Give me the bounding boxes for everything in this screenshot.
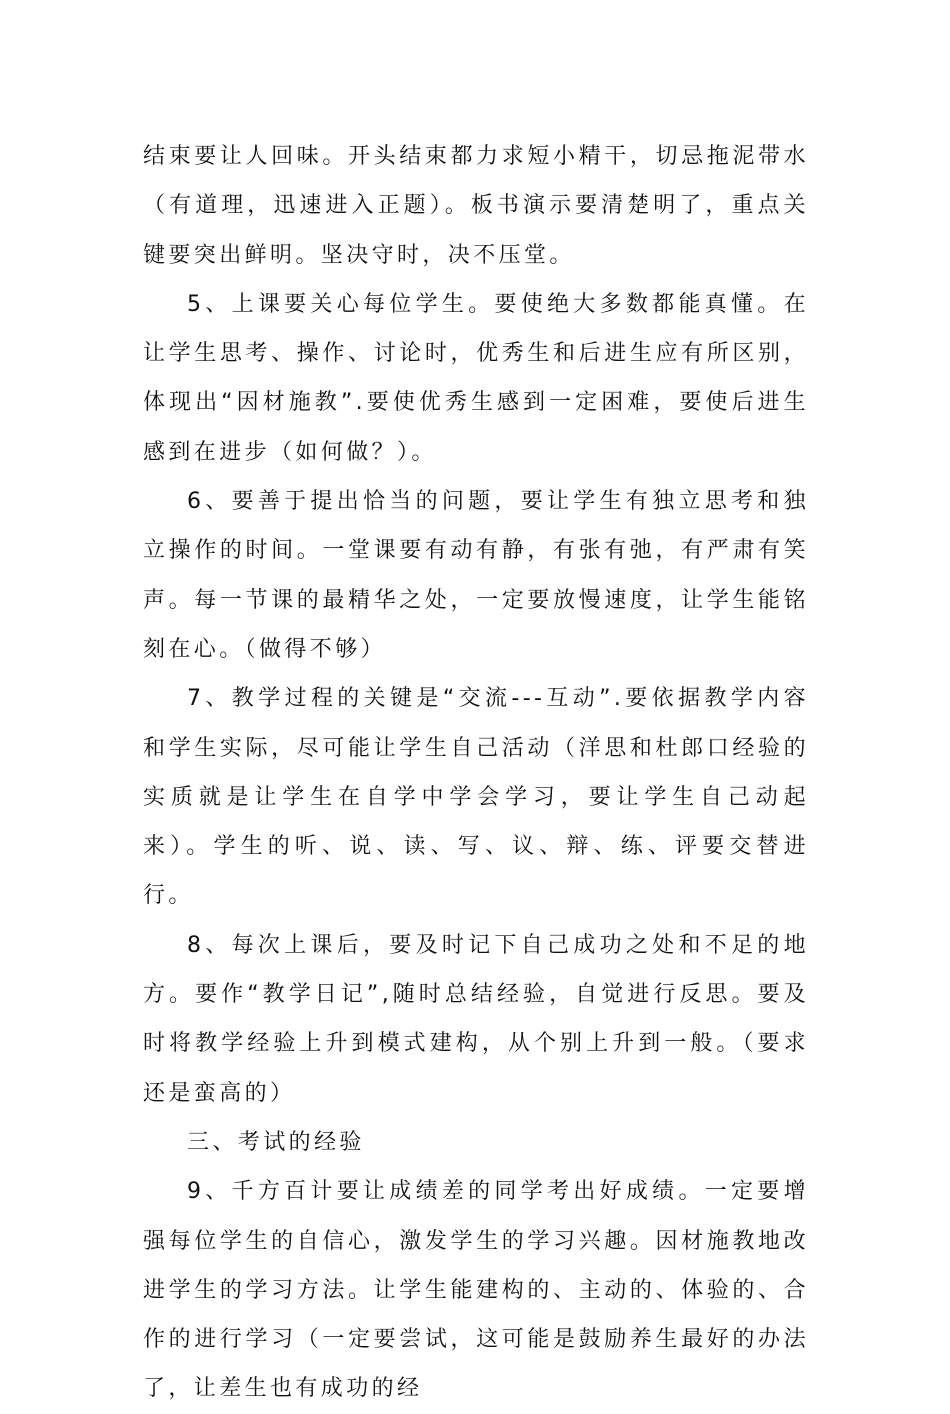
paragraph-continuation: 结束要让人回味。开头结束都力求短小精干，切忌拖泥带水（有道理，迅速进入正题）。板书演示要清楚明了，重点关键要突出鲜明。坚决守时，决不压堂。 (143, 144, 809, 268)
paragraph-item-8: 8、每次上课后，要及时记下自己成功之处和不足的地方。要作“教学日记”,随时总结经验，自觉进行反思。要及时将教学经验上升到模式建构，从个别上升到一般。（要求还是蛮高的） (143, 932, 809, 1106)
document-body (143, 132, 809, 1414)
paragraph-item-9: 9、千方百计要让成绩差的同学考出好成绩。一定要增强每位学生的自信心，激发学生的学习兴趣。因材施教地改进学生的学习方法。让学生能建构的、主动的、体验的、合作的进行学习（一定要尝试，这可能是鼓励养生最好的办法了，让差生也有成功的经 (143, 1179, 809, 1402)
paragraph-item-5: 5、上课要关心每位学生。要使绝大多数都能真懂。在让学生思考、操作、讨论时，优秀生和后进生应有所区别，体现出“因材施教”.要使优秀生感到一定困难，要使后进生感到在进步（如何做？）。 (143, 291, 809, 465)
paragraph-item-7: 7、教学过程的关键是“交流---互动”.要依据教学内容和学生实际，尽可能让学生自己活动（洋思和杜郎口经验的实质就是让学生在自学中学会学习，要让学生自己动起来）。学生的听、说、读、写、议、辩、练、评要交替进行。 (143, 686, 809, 909)
section-heading-exam-experience: 三、考试的经验 (187, 1129, 365, 1155)
paragraph-item-6: 6、要善于提出恰当的问题，要让学生有独立思考和独立操作的时间。一堂课要有动有静，有张有弛，有严肃有笑声。每一节课的最精华之处，一定要放慢速度，让学生能铭刻在心。（做得不够） (143, 489, 809, 662)
